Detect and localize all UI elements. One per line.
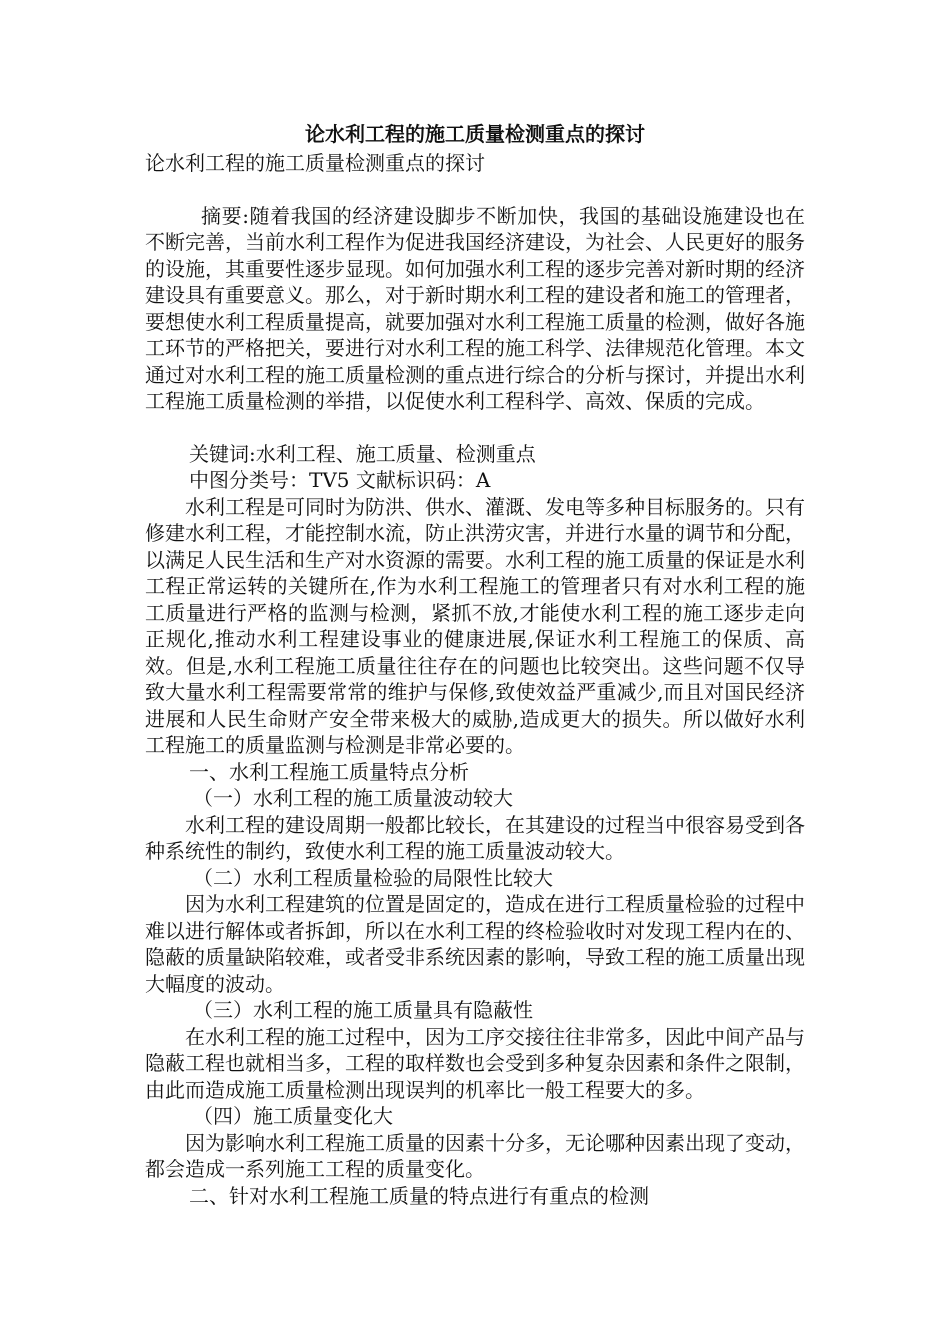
subsection-heading: （三）水利工程的施工质量具有隐蔽性 xyxy=(193,998,533,1022)
document-page xyxy=(145,120,805,1209)
keywords-line: 关键词:水利工程、施工质量、检测重点 xyxy=(189,441,536,466)
body-paragraph: 水利工程的建设周期一般都比较长，在其建设的过程当中很容易受到各种系统性的制约，致使水利工程的施工质量波动较大。 xyxy=(145,812,805,863)
body-paragraph: 因为影响水利工程施工质量的因素十分多，无论哪种因素出现了变动，都会造成一系列施工工程的质量变化。 xyxy=(145,1130,805,1181)
section-heading: 二、针对水利工程施工质量的特点进行有重点的检测 xyxy=(189,1183,649,1208)
subsection-heading: （一）水利工程的施工质量波动较大 xyxy=(193,786,513,810)
subsection-heading: （四）施工质量变化大 xyxy=(193,1104,393,1128)
document-title: 论水利工程的施工质量检测重点的探讨 xyxy=(305,122,645,146)
abstract-paragraph: 摘要:随着我国的经济建设脚步不断加快，我国的基础设施建设也在不断完善，当前水利工程作为促进我国经济建设，为社会、人民更好的服务的设施，其重要性逐步显现。如何加强水利工程的逐步完善对新时期的经济建设具有重要意义。那么，对于新时期水利工程的建设者和施工的管理者，要想使水利工程质量提高，就要加强对水利工程施工质量的检测，做好各施工环节的严格把关，要进行对水利工程的施工科学、法律规范化管理。本文通过对水利工程的施工质量检测的重点进行综合的分析与探讨，并提出水利工程施工质量检测的举措，以促使水利工程科学、高效、保质的完成。 xyxy=(145,203,805,413)
subsection-heading: （二）水利工程质量检验的局限性比较大 xyxy=(193,865,553,890)
blank-line xyxy=(145,415,805,441)
blank-line xyxy=(145,177,805,203)
section-heading: 一、水利工程施工质量特点分析 xyxy=(189,759,469,784)
body-paragraph: 因为水利工程建筑的位置是固定的，造成在进行工程质量检验的过程中难以进行解体或者拆卸，所以在水利工程的终检验收时对发现工程内在的、隐蔽的质量缺陷较难，或者受非系统因素的影响，导致工程的施工质量出现大幅度的波动。 xyxy=(145,892,805,996)
document-subtitle: 论水利工程的施工质量检测重点的探讨 xyxy=(145,151,485,175)
classification-line: 中图分类号：TV5 文献标识码：A xyxy=(189,468,491,492)
intro-paragraph: 水利工程是可同时为防洪、供水、灌溉、发电等多种目标服务的。只有修建水利工程，才能控制水流，防止洪涝灾害，并进行水量的调节和分配，以满足人民生活和生产对水资源的需要。水利工程的施工质量的保证是水利工程正常运转的关键所在,作为水利工程施工的管理者只有对水利工程的施工质量进行严格的监测与检测，紧抓不放,才能使水利工程的施工逐步走向正规化,推动水利工程建设事业的健康进展,保证水利工程施工的保质、高效。但是,水利工程施工质量往往存在的问题也比较突出。这些问题不仅导致大量水利工程需要常常的维护与保修,致使效益严重减少,而且对国民经济进展和人民生命财产安全带来极大的威胁,造成更大的损失。所以做好水利工程施工的质量监测与检测是非常必要的。 xyxy=(145,494,805,757)
body-paragraph: 在水利工程的施工过程中，因为工序交接往往非常多，因此中间产品与隐蔽工程也就相当多，工程的取样数也会受到多种复杂因素和条件之限制，由此而造成施工质量检测出现误判的机率比一般工程要大的多。 xyxy=(145,1024,805,1102)
